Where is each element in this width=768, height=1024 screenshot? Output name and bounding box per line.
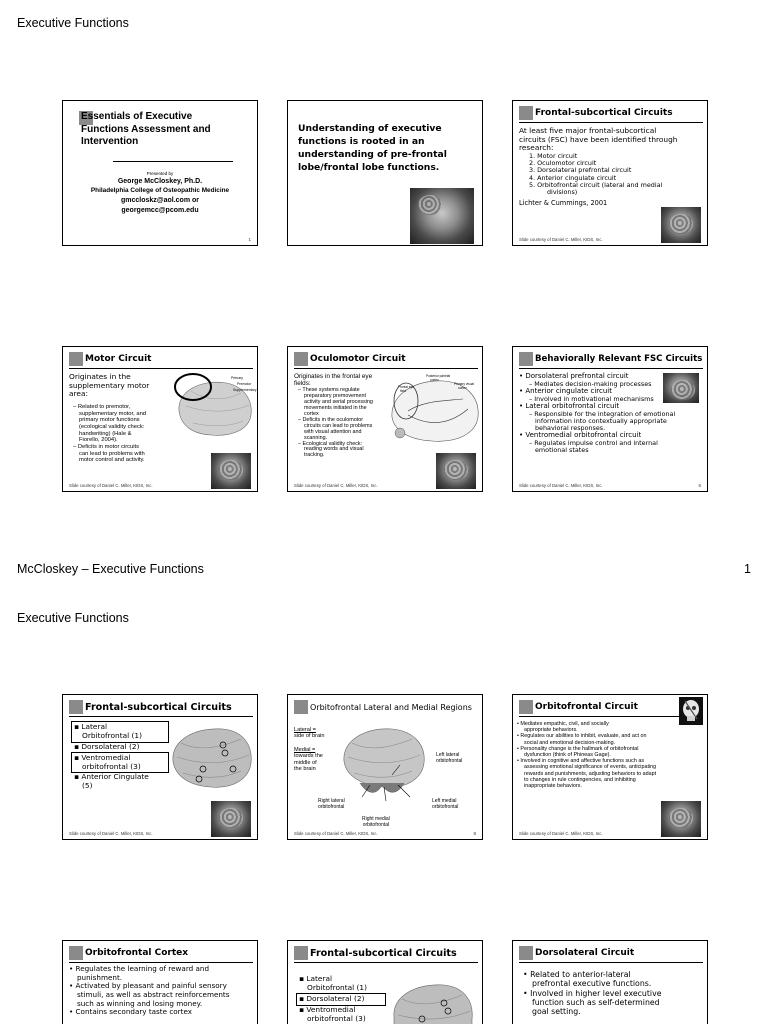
slide-credit: Slide courtesy of Daniel C. Miller, KIDS, Inc. <box>294 831 378 836</box>
list-item: inappropriate behaviors. <box>524 783 582 790</box>
orbitofrontal-brain-diagram <box>340 723 430 803</box>
diagram-label: Premotor <box>237 382 252 386</box>
diagram-label: Frontal eye <box>398 385 414 389</box>
brain-photo-image <box>436 453 476 489</box>
text-line: research: <box>519 143 554 153</box>
slide-5-oculomotor <box>287 346 483 492</box>
slide-number: 8 <box>473 831 476 836</box>
slide-2-text <box>298 123 447 175</box>
text-line: with visual attention and <box>304 428 362 435</box>
list-item: Involved in higher level executive <box>530 988 662 998</box>
list-item: 1. Motor circuit <box>529 151 578 160</box>
label-right-lateral <box>318 799 345 810</box>
presenter-affiliation: Philadelphia College of Osteopathic Medicine <box>90 187 230 195</box>
text-line: orbitofrontal <box>362 821 390 828</box>
slide-bullets: – Related to premotor, supplementary motor, and primary motor functions (ecological validity check: handwriting) (Hale & Fiorello, 2004). – Deficits in motor circuits can lead to problems with motor control and activity. <box>73 404 183 464</box>
slide-body: ▪ Lateral Orbitofrontal (1) ▪ Dorsolateral (2) ▪ Ventromedial orbitofrontal (3) ▪ Anterior Cingulate (5) <box>71 721 169 791</box>
slide-title-text: Oculomotor Circuit <box>310 354 406 364</box>
list-item: to changes in rule contingencies, and inhibiting <box>524 776 636 783</box>
text-line: side of brain <box>294 733 325 740</box>
slide-title-text: Dorsolateral Circuit <box>535 948 635 958</box>
list-item: punishment. <box>77 972 123 982</box>
page-header-second: Executive Functions <box>17 611 129 625</box>
list-item: Orbitofrontal (1) <box>307 982 368 992</box>
diagram-label: cortex <box>458 386 467 390</box>
slide-title-text: Orbitofrontal Lateral and Medial Regions <box>310 702 472 712</box>
slide-3-fsc <box>512 100 708 246</box>
sub-item: Mediates decision-making processes <box>534 379 652 388</box>
text-line: lobe/frontal lobe functions. <box>298 161 440 173</box>
slide-body <box>69 373 175 399</box>
label-left-medial <box>432 799 458 810</box>
list-item: 4. Anterior cingulate circuit <box>529 173 617 182</box>
diagram-label: Primary visual <box>454 382 475 386</box>
text-line: can lead to problems with <box>79 450 145 457</box>
text-line: area: <box>69 389 88 399</box>
slide-6-behavioral-fsc <box>512 346 708 492</box>
text-line: circuits can lead to problems <box>304 422 373 429</box>
slide-credit: Slide courtesy of Daniel C. Miller, KIDS, Inc. <box>519 831 603 836</box>
text-line: orbitofrontal <box>436 757 463 764</box>
slide-body <box>519 127 701 207</box>
diagram-label: cortex <box>430 378 439 382</box>
brain-photo-image <box>410 188 474 244</box>
text-line: Left lateral <box>436 752 460 758</box>
text-line: preparatory premovement <box>304 393 367 400</box>
slide-title-text: Behaviorally Relevant FSC Circuits <box>535 354 703 364</box>
slide-body: • Regulates the learning of reward and punishment. • Activated by pleasant and painful sensory stimuli, as well as abstract reinforcements such as winning and losing money. • Contains secondary taste cortex <box>69 965 251 1017</box>
slide-credit: Slide courtesy of Daniel C. Miller, KIDS, Inc. <box>519 483 603 488</box>
text-line: understanding of pre-frontal <box>298 148 447 160</box>
label-left-lateral <box>436 753 462 764</box>
sub-item: Responsible for the integration of emotional <box>534 409 676 418</box>
title-square-icon <box>69 352 83 366</box>
citation: Lichter & Cummings, 2001 <box>519 198 608 207</box>
slide-1-heading <box>81 111 211 149</box>
brain-shape <box>173 729 251 787</box>
text-line: Right lateral <box>318 798 345 804</box>
fsc-brain-diagram <box>388 977 478 1024</box>
slide-title <box>519 945 703 963</box>
text-line: orbitofrontal <box>318 803 345 810</box>
label-right-medial <box>362 817 390 828</box>
list-item: Ventromedial orbitofrontal circuit <box>525 431 642 440</box>
slide-body: • Dorsolateral prefrontal circuit – Mediates decision-making processes • Anterior cingulate circuit – Involved in motivational mechanisms • Lateral orbitofrontal circuit – Responsible for the integration of emotional information into contextually appropriate behavioral responses. • Ventromedial orbitofrontal circuit – Regulates impulse control and internal emotional states <box>519 373 701 455</box>
diagram-label: Posterior parietal <box>426 374 451 378</box>
list-item: orbitofrontal (3) <box>82 761 141 771</box>
text-line: Related to premotor, <box>77 404 131 410</box>
list-item: Lateral orbitofrontal circuit <box>525 402 620 410</box>
text-line: scanning. <box>304 434 328 441</box>
boxed-item: ▪ Lateral Orbitofrontal (1) <box>71 721 169 743</box>
text-line: Ecological validity check: <box>302 440 363 447</box>
list-item: Lateral <box>306 974 333 983</box>
slide-4-motor <box>62 346 258 492</box>
heading-line: Functions Assessment and <box>81 123 211 135</box>
slide-2-intro <box>287 100 483 246</box>
sub-item: information into contextually appropriate <box>535 417 667 425</box>
slide-9-orbitofrontal-circuit <box>512 694 708 840</box>
sub-item: Regulates impulse control and internal <box>534 439 658 448</box>
slide-title <box>69 699 253 717</box>
sub-item: behavioral responses. <box>535 424 606 433</box>
text-line: Fiorello, 2004). <box>79 437 118 444</box>
slide-title <box>519 699 679 717</box>
text-line: cortex <box>304 410 319 417</box>
list-item: social and emotional decision-making. <box>524 739 616 746</box>
skull-eye <box>692 706 696 710</box>
medial-definition <box>294 747 323 773</box>
text-line: activity and serial processing <box>304 398 373 405</box>
fsc-brain-diagram <box>167 721 255 793</box>
list-item: Orbitofrontal (1) <box>82 730 143 740</box>
list-item: goal setting. <box>532 1007 581 1017</box>
list-item: Personality change is the hallmark of orbitofrontal <box>520 745 639 752</box>
text-line: Understanding of executive <box>298 123 442 134</box>
page-header-top: Executive Functions <box>17 16 129 30</box>
sub-item: Involved in motivational mechanisms <box>534 394 654 403</box>
title-square-icon <box>519 352 533 366</box>
slide-title-text: Motor Circuit <box>85 354 152 364</box>
pointer-line <box>398 785 410 797</box>
text-line: At least five major frontal-subcortical <box>519 126 657 135</box>
text-line: fields: <box>294 380 311 388</box>
list-item: Ventromedial <box>81 752 131 762</box>
text-line: towards the <box>294 753 323 760</box>
text-line: movements initiated in the <box>304 404 367 411</box>
diagram-label: Primary <box>231 376 244 380</box>
text-line: Deficits in motor circuits <box>77 443 140 450</box>
list-item: Mediates empathic, civil, and socially <box>520 721 609 727</box>
slide-title-text: Frontal-subcortical Circuits <box>85 701 232 713</box>
list-item: Involved in cognitive and affective functions such as <box>520 758 645 765</box>
brain-photo-image <box>663 373 699 403</box>
boxed-item: ▪ Dorsolateral (2) <box>296 993 386 1006</box>
list-item: appropriate behaviors. <box>524 727 578 734</box>
slide-12-dorsolateral <box>512 940 708 1024</box>
text-line: Medial = <box>294 747 316 753</box>
sub-item: emotional states <box>535 446 589 455</box>
brain-photo-image <box>661 801 701 837</box>
text-line: middle of <box>294 759 317 766</box>
slide-title-text: Frontal-subcortical Circuits <box>310 947 457 959</box>
slide-credit: Slide courtesy of Daniel C. Miller, KIDS, Inc. <box>69 483 153 488</box>
slide-body: Originates in the frontal eye fields: – These systems regulate preparatory premovement activity and serial processing movements initiated in the cortex – Deficits in the oculomotor circuits can lead to problems with visual attention and scanning. – Ecological validity check: reading words and visual tracking. <box>294 373 382 459</box>
text-line: primary motor functions <box>79 417 140 424</box>
slide-title <box>69 351 253 369</box>
presenter-email: gmccloskz@aol.com or <box>120 197 199 205</box>
text-line: (ecological validity check: <box>79 423 145 430</box>
list-item: stimuli, as well as abstract reinforcements <box>77 989 230 999</box>
text-line: functions is rooted in an <box>298 135 425 147</box>
list-item: Dorsolateral prefrontal circuit <box>525 372 629 380</box>
list-item: orbitofrontal (3) <box>307 1013 366 1023</box>
list-item: dysfunction (think of Phineas Gage). <box>524 752 611 759</box>
text-line: These systems regulate <box>302 387 360 394</box>
divider <box>113 161 233 162</box>
list-item: 3. Dorsolateral prefrontal circuit <box>529 166 632 175</box>
motor-brain-diagram <box>171 371 257 441</box>
text-line: Originates in the frontal eye <box>294 373 373 380</box>
title-square-icon <box>69 700 83 714</box>
heading-line: Intervention <box>81 136 139 147</box>
list-item: Dorsolateral (2) <box>81 741 140 751</box>
boxed-item: ▪ Ventromedial orbitofrontal (3) <box>71 752 169 774</box>
list-item: Anterior cingulate circuit <box>525 387 612 395</box>
list-item: divisions) <box>547 188 578 197</box>
list-item: Lateral <box>81 722 108 731</box>
eye-shape <box>395 428 405 438</box>
list-item: Related to anterior-lateral <box>530 970 631 979</box>
brain-shape <box>394 985 472 1024</box>
text-line: Originates in the <box>69 372 131 381</box>
slide-title-text: Orbitofrontal Cortex <box>85 948 189 958</box>
text-line: handwriting) (Hale & <box>79 430 132 437</box>
presenter-name: George McCloskey, Ph.D. <box>117 178 203 186</box>
title-square-icon <box>294 700 308 714</box>
slide-1-title <box>62 100 258 246</box>
list-item: Anterior Cingulate <box>81 772 149 782</box>
slide-title-text: Orbitofrontal Circuit <box>535 702 638 712</box>
slide-title <box>294 351 478 369</box>
text-line: the brain <box>294 766 316 773</box>
slide-8-orbitofrontal-regions <box>287 694 483 840</box>
slide-credit: Slide courtesy of Daniel C. Miller, KIDS, Inc. <box>294 483 378 488</box>
list-item: assessing emotional significance of events, anticipating <box>524 764 657 771</box>
lateral-definition <box>294 727 324 740</box>
slide-title <box>294 945 478 963</box>
title-square-icon <box>519 106 533 120</box>
list-item: such as winning and losing money. <box>77 998 203 1008</box>
list-item: (5) <box>82 781 93 791</box>
presenter-email: georgemcc@pcom.edu <box>121 206 199 214</box>
title-square-icon <box>294 946 308 960</box>
slide-title <box>519 105 703 123</box>
text-line: reading words and visual <box>304 446 364 453</box>
slide-number: 6 <box>698 483 701 488</box>
brain-photo-image <box>211 801 251 837</box>
slide-title <box>519 351 703 369</box>
slide-body: • Mediates empathic, civil, and socially appropriate behaviors. • Regulates our abilities to inhibit, evaluate, and act on social and emotional decision-making. • Personality change is the hallmark of orbitofrontal dysfunction (think of Phineas Gage). • Involved in cognitive and affective functions such as assessing emotional significance of events, anticipating rewards and punishments, adjusting behaviors to adapt to changes in rule contingencies, and inhibiting inappropriate behaviors. <box>517 721 701 789</box>
text-line: motor control and activity. <box>79 457 145 464</box>
presented-by: Presented by <box>146 171 174 176</box>
text-line: supplementary motor, and <box>79 410 147 417</box>
slide-7-fsc <box>62 694 258 840</box>
page-footer-page-number: 1 <box>744 562 751 576</box>
text-line: circuits (FSC) have been identified through <box>519 134 678 144</box>
list-item: rewards and punishments, adjusting behaviors to adapt <box>524 770 657 777</box>
slide-10-orbitofrontal-cortex <box>62 940 258 1024</box>
title-square-icon <box>519 946 533 960</box>
slide-number: 1 <box>248 237 251 242</box>
slide-body: ▪ Lateral Orbitofrontal (1) ▪ Dorsolateral (2) ▪ Ventromedial orbitofrontal (3) <box>296 975 386 1023</box>
brainstem-shape <box>360 783 404 792</box>
brain-photo-image <box>211 453 251 489</box>
list-item: function such as self-determined <box>532 998 660 1008</box>
list-item: prefrontal executive functions. <box>532 979 652 989</box>
text-line: orbitofrontal <box>432 803 459 810</box>
title-square-icon <box>519 700 533 714</box>
list-item: 2. Oculomotor circuit <box>529 158 597 167</box>
list-item: Dorsolateral (2) <box>306 993 365 1003</box>
brain-photo-image <box>661 207 701 243</box>
diagram-label: Supplementary <box>233 388 257 392</box>
title-square-icon <box>294 352 308 366</box>
text-line: Deficits in the oculomotor <box>302 416 364 423</box>
text-line: Left medial <box>432 798 457 804</box>
list-item: Regulates our abilities to inhibit, evaluate, and act on <box>520 733 647 740</box>
slide-title <box>69 945 253 963</box>
text-line: supplementary motor <box>69 380 150 390</box>
oculomotor-brain-diagram <box>388 371 482 447</box>
text-line: Right medial <box>362 816 390 822</box>
slide-credit: Slide courtesy of Daniel C. Miller, KIDS, Inc. <box>519 237 603 242</box>
list-item: Contains secondary taste cortex <box>75 1007 193 1017</box>
diagram-label: field <box>400 389 406 393</box>
presenter-block <box>63 171 257 216</box>
slide-credit: Slide courtesy of Daniel C. Miller, KIDS, Inc. <box>69 831 153 836</box>
slide-body: • Related to anterior-lateral prefrontal executive functions. • Involved in higher level executive function such as self-determined goal setting. <box>523 970 701 1017</box>
list-item: Activated by pleasant and painful sensory <box>75 981 227 991</box>
list-item: Regulates the learning of reward and <box>75 964 210 973</box>
page-footer-left: McCloskey – Executive Functions <box>17 562 204 576</box>
heading-line: Essentials of Executive <box>81 111 193 122</box>
list-item: Ventromedial <box>306 1004 356 1014</box>
slide-title-text: Frontal-subcortical Circuits <box>535 108 673 118</box>
text-line: Lateral = <box>294 727 316 733</box>
slide-11-fsc <box>287 940 483 1024</box>
slide-title <box>294 699 478 716</box>
text-line: tracking. <box>304 452 325 459</box>
title-square-icon <box>69 946 83 960</box>
list-item: 5. Orbitofrontal circuit (lateral and medial <box>529 180 663 189</box>
